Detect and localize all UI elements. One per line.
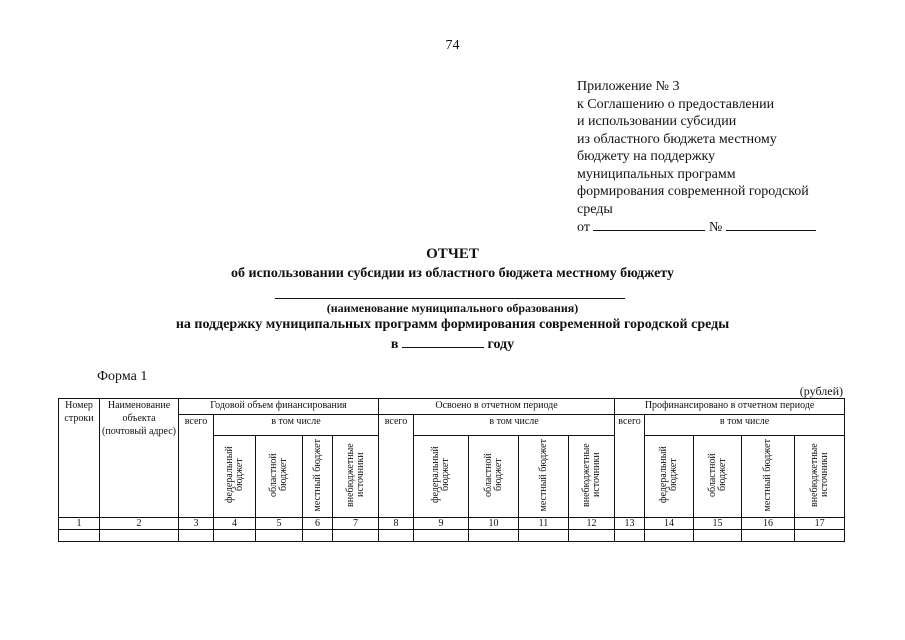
column-number: 16 [742, 518, 795, 530]
table-cell [615, 530, 645, 542]
header-total: всего [615, 415, 645, 518]
header-federal [214, 436, 256, 518]
units-label: (рублей) [799, 384, 843, 398]
header-financed: Профинансировано в отчетном периоде [615, 399, 845, 415]
header-row-number: Номер строки [59, 399, 100, 518]
header-local [519, 436, 569, 518]
header-including: в том числе [214, 415, 379, 436]
page-number: 74 [445, 38, 460, 53]
column-number: 14 [645, 518, 694, 530]
column-number: 4 [214, 518, 256, 530]
header-local-label: местный бюджет [537, 438, 549, 512]
table-cell [303, 530, 333, 542]
municipality-blank-line [275, 298, 625, 299]
header-local-label: местный бюджет [311, 438, 323, 512]
header-annual-financing: Годовой объем финансирования [179, 399, 379, 415]
appendix-line: к Соглашению о предоставлении [577, 96, 775, 112]
header-mastered: Освоено в отчетном периоде [379, 399, 615, 415]
header-regional-label: областной бюджет [268, 453, 289, 497]
report-table [58, 398, 845, 542]
header-total: всего [379, 415, 414, 518]
appendix-block [577, 78, 816, 237]
header-local [742, 436, 795, 518]
column-number: 17 [795, 518, 845, 530]
column-number: 3 [179, 518, 214, 530]
column-number: 2 [100, 518, 179, 530]
year-suffix: году [487, 337, 515, 352]
form-label: Форма 1 [97, 369, 148, 384]
table-cell [469, 530, 519, 542]
header-federal-label: федеральный бюджет [430, 446, 451, 504]
header-total: всего [179, 415, 214, 518]
header-regional [694, 436, 742, 518]
table-cell [379, 530, 414, 542]
appendix-date-line [577, 218, 816, 237]
header-local-label: местный бюджет [762, 438, 774, 512]
year-prefix: в [390, 337, 399, 352]
header-regional-label: областной бюджет [706, 453, 728, 497]
column-number: 8 [379, 518, 414, 530]
header-row-1 [59, 399, 845, 415]
column-number: 1 [59, 518, 100, 530]
appendix-line: бюджету на поддержку [577, 149, 716, 164]
date-blank [593, 218, 705, 231]
header-regional-label: областной бюджет [482, 453, 504, 497]
header-regional [256, 436, 303, 518]
table-cell [742, 530, 795, 542]
header-offbudget [795, 436, 845, 518]
appendix-line: Приложение № 3 [577, 79, 680, 94]
appendix-line: и использовании субсидии [577, 114, 737, 129]
table-cell [795, 530, 845, 542]
number-sign: № [708, 220, 723, 235]
column-number: 12 [569, 518, 615, 530]
header-local [303, 436, 333, 518]
report-subtitle: об использовании субсидии из областного бюджета местному бюджету [231, 266, 674, 281]
date-prefix: от [577, 220, 590, 235]
column-numbers-row [59, 518, 845, 530]
appendix-line: формирования современной городской [577, 184, 809, 199]
column-number: 9 [414, 518, 469, 530]
municipality-caption: (наименование муниципального образования) [326, 301, 579, 315]
header-offbudget [569, 436, 615, 518]
table-cell [214, 530, 256, 542]
column-number: 15 [694, 518, 742, 530]
header-federal [645, 436, 694, 518]
header-offbudget-label: внебюджетные источники [344, 443, 366, 507]
header-federal [414, 436, 469, 518]
header-object-name: Наименование объекта (почтовый адрес) [100, 399, 179, 518]
table-row [59, 530, 845, 542]
column-number: 11 [519, 518, 569, 530]
appendix-line: среды [577, 201, 613, 217]
table-cell [694, 530, 742, 542]
appendix-line: муниципальных программ [577, 166, 736, 182]
year-blank [402, 335, 484, 348]
header-federal-label: федеральный бюджет [658, 446, 680, 504]
column-number: 6 [303, 518, 333, 530]
table-cell [645, 530, 694, 542]
header-offbudget-label: внебюджетные источники [580, 443, 602, 507]
table-cell [333, 530, 379, 542]
header-offbudget-label: внебюджетные источники [808, 443, 830, 507]
header-offbudget [333, 436, 379, 518]
year-line [0, 335, 905, 353]
column-number: 7 [333, 518, 379, 530]
column-number: 5 [256, 518, 303, 530]
header-including: в том числе [645, 415, 845, 436]
report-title: ОТЧЕТ [426, 246, 479, 262]
table-cell [100, 530, 179, 542]
table-cell [569, 530, 615, 542]
header-regional [469, 436, 519, 518]
number-blank [726, 218, 816, 231]
header-including: в том числе [414, 415, 615, 436]
table-cell [59, 530, 100, 542]
table-cell [179, 530, 214, 542]
table-cell [519, 530, 569, 542]
program-line: на поддержку муниципальных программ формирования современной городской среды [175, 317, 730, 332]
table-cell [256, 530, 303, 542]
column-number: 10 [469, 518, 519, 530]
appendix-line: из областного бюджета местному [577, 131, 777, 147]
column-number: 13 [615, 518, 645, 530]
header-federal-label: федеральный бюджет [223, 446, 245, 504]
table-cell [414, 530, 469, 542]
